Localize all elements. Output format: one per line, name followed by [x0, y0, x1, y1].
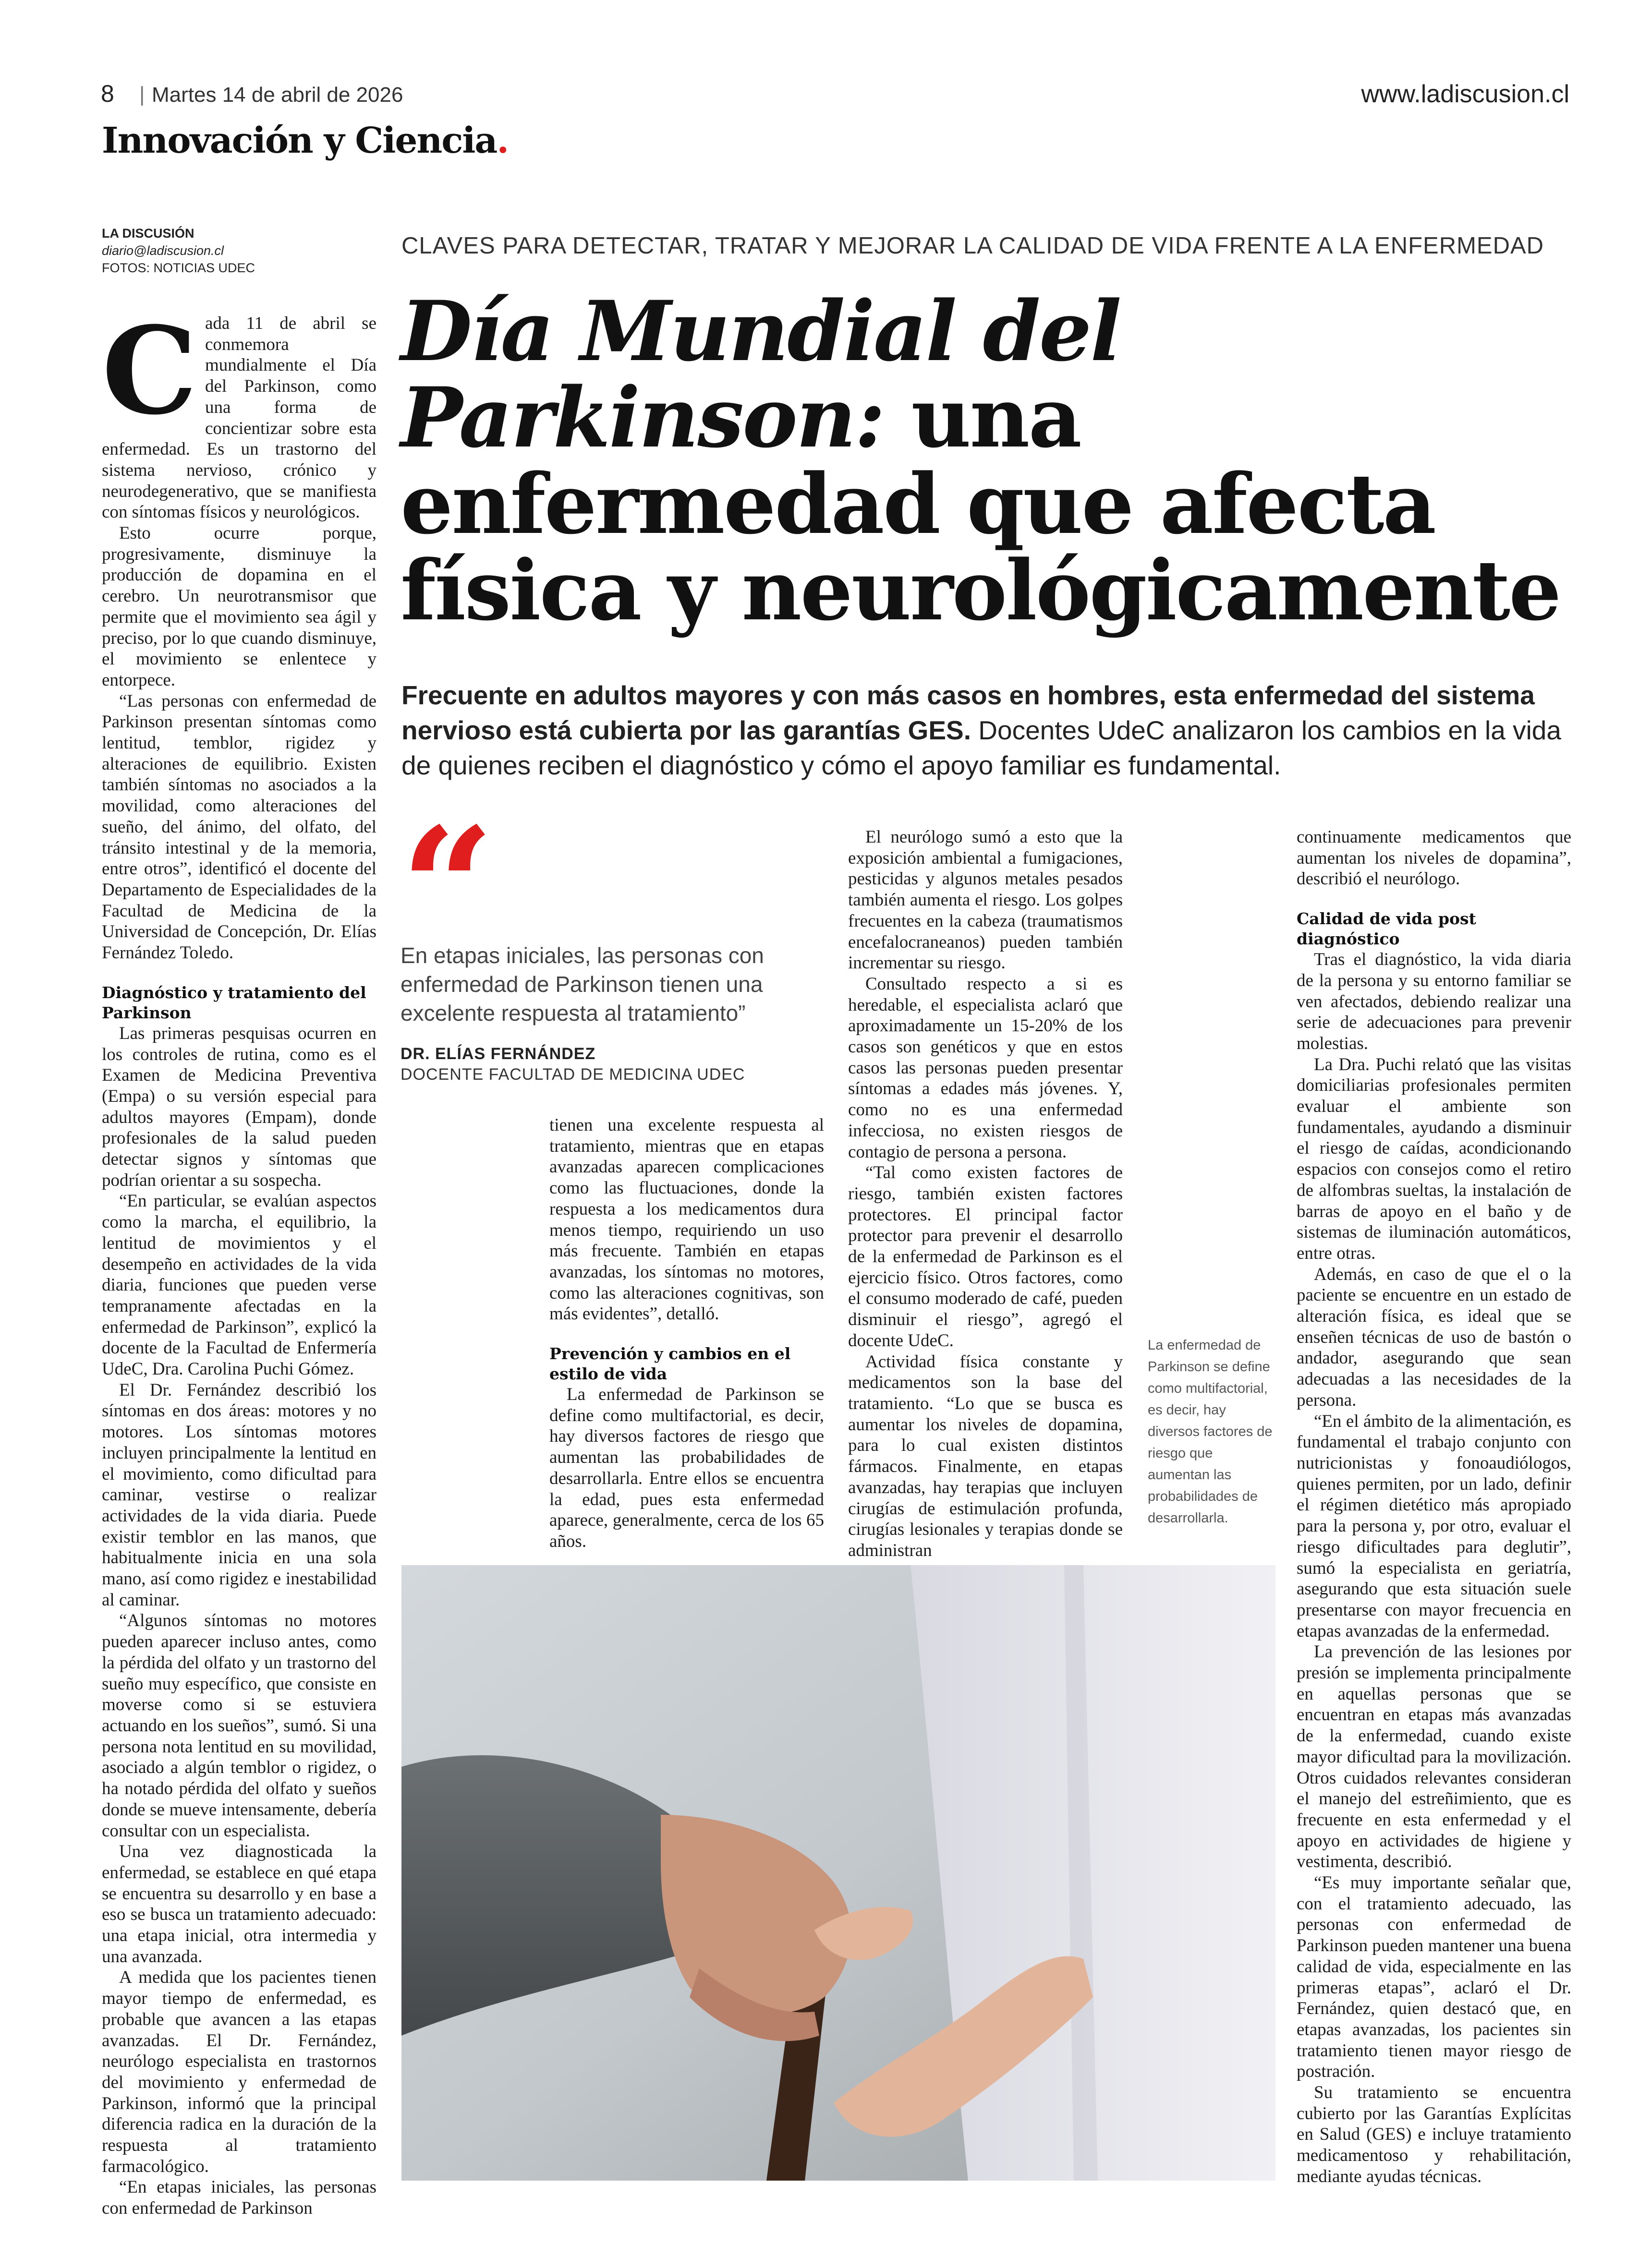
headline	[401, 282, 1572, 639]
col3-paragraph-2: Consultado respecto a si es heredable, el especialista aclaró que aproximadamente un 15-20% de los casos son genéticos y que en estos casos las personas pueden presentar síntomas a edades más jóvenes. Y, como no es una enfermedad infecciosa, no existen riesgos de contagio de persona a persona.	[848, 974, 1123, 1162]
headline-una: una	[884, 369, 1081, 466]
section-title	[102, 120, 508, 161]
byline-outlet: LA DISCUSIÓN	[102, 226, 194, 241]
page-number: 8	[101, 80, 114, 107]
col1-paragraph-3: “Las personas con enfermedad de Parkinson presentan síntomas como lentitud, temblor, rigidez y alteraciones de equilibrio. Existen también síntomas no asociados a la movilidad, como alteraciones del sueño, del ánimo, del olfato, del tránsito intestinal y de la memoria, entre otros”, identificó el docente del Departamento de Especialidades de la Facultad de Medicina de la Universidad de Concepción, Dr. Elías Fernández Toledo.	[102, 691, 376, 963]
header-separator: |	[139, 83, 145, 106]
col3-paragraph-3: “Tal como existen factores de riesgo, también existen factores protectores. El principal factor protector para prevenir el desarrollo de la enfermedad de Parkinson es el ejercicio físico. Otros factores, como el consumo moderado de café, pueden disminuir el riesgo”, agregó el docente UdeC.	[848, 1163, 1123, 1351]
headline-line-4: física y neurológicamente	[401, 542, 1560, 639]
col4-paragraph-4: Además, en caso de que el o la paciente se encuentre en un estado de alteración física, es ideal que se enseñen técnicas de uso de bastón o andador, asegurando que sean adecuadas a las necesidades de la persona.	[1297, 1264, 1571, 1410]
deck-bold: Frecuente en adultos mayores y con más casos en hombres, esta enfermedad del sistema nervioso está cubierta por las garantías GES.	[401, 680, 1535, 745]
col4-paragraph-3: La Dra. Puchi relató que las visitas domiciliarias profesionales permiten evaluar el ambiente son fundamentales, ayudando a disminuir el riesgo de caídas, acondicionando espacios con consejos como el retiro de alfombras sueltas, la instalación de barras de apoyo en el baño y de sistemas de iluminación automáticos, entre otras.	[1297, 1054, 1571, 1263]
headline-line-2	[401, 369, 1572, 466]
col2-subheading: Prevención y cambios en el estilo de vida	[549, 1344, 791, 1384]
col4-paragraph-1: continuamente medicamentos que aumentan los niveles de dopamina”, describió el neurólogo.	[1297, 827, 1571, 889]
headline-line-3: enfermedad que afecta	[401, 455, 1435, 553]
headline-parkinson: Parkinson:	[401, 369, 884, 466]
col1-paragraph-9: A medida que los pacientes tienen mayor tiempo de enfermedad, es probable que avancen a las etapas avanzadas. El Dr. Fernández, neurólogo especialista en trastornos del movimiento y enfermedad de Parkinson, informó que la principal diferencia radica en la duración de la respuesta al tratamiento farmacológico.	[102, 1967, 376, 2176]
byline-email[interactable]: diario@ladiscusion.cl	[102, 243, 224, 258]
col4-paragraph-6: La prevención de las lesiones por presión se implementa principalmente en aquellas personas que se encuentran en etapas más avanzadas de la enfermedad, cuando existe mayor dificultad para la movilización. Otros cuidados relevantes consideran el manejo del estreñimiento, que es frecuente en esta enfermedad y el apoyo en actividades de higiene y vestimenta, describió.	[1297, 1642, 1571, 1872]
column-4	[1297, 827, 1571, 2187]
pull-quote-text: En etapas iniciales, las personas con enfermedad de Parkinson tienen una excelente respuesta al tratamiento”	[401, 943, 764, 1025]
column-1	[102, 300, 376, 2219]
pull-quote-name: DR. ELÍAS FERNÁNDEZ	[401, 1045, 596, 1063]
col4-paragraph-8: Su tratamiento se encuentra cubierto por las Garantías Explícitas en Salud (GES) e incluye tratamiento medicamentoso y rehabilitación, mediante ayudas técnicas.	[1297, 2083, 1571, 2186]
photo-hands-illustration	[401, 1565, 1275, 2181]
website-link[interactable]: www.ladiscusion.cl	[1361, 80, 1569, 108]
col1-paragraph-6: El Dr. Fernández describió los síntomas en dos áreas: motores y no motores. Los síntomas motores incluyen principalmente la lentitud en el movimiento, como dificultad para caminar, vestirse o realizar actividades de la vida diaria. Puede existir temblor en las manos, que habitualmente inicia en una sola mano, así como rigidez e inestabilidad al caminar.	[102, 1380, 376, 1610]
col2-paragraph-2: La enfermedad de Parkinson se define como multifactorial, es decir, hay diversos factores de riesgo que aumentan las probabilidades de desarrollarla. Entre ellos se encuentra la edad, pues esta enfermedad aparece, generalmente, cerca de los 65 años.	[549, 1385, 824, 1551]
deck	[401, 678, 1573, 783]
dropcap: C	[102, 300, 197, 441]
kicker: CLAVES PARA DETECTAR, TRATAR Y MEJORAR LA CALIDAD DE VIDA FRENTE A LA ENFERMEDAD	[401, 233, 1544, 259]
col3-paragraph-4: Actividad física constante y medicamentos son la base del tratamiento. “Lo que se busca es aumentar los niveles de dopamina, para lo cual existen distintos fármacos. Finalmente, en etapas avanzadas, hay terapias que incluyen cirugías de estimulación profunda, cirugías lesionales y terapias donde se administran	[848, 1351, 1123, 1560]
col4-paragraph-7: “Es muy importante señalar que, con el tratamiento adecuado, las personas con enfermedad de Parkinson pueden mantener una buena calidad de vida, especialmente en las primeras etapas”, aclaró el Dr. Fernández, quien destacó que, en etapas avanzadas, los pacientes sin tratamiento tienen mayor riesgo de postración.	[1297, 1873, 1571, 2082]
pull-quote	[401, 792, 794, 1084]
article-photo	[401, 1565, 1275, 2181]
col1-paragraph-2: Esto ocurre porque, progresivamente, disminuye la producción de dopamina en el cerebro. Un neurotransmisor que permite que el movimiento sea ágil y preciso, por lo que cuando disminuye, el movimiento se enlentece y entorpece.	[102, 523, 376, 690]
col1-paragraph-8: Una vez diagnosticada la enfermedad, se establece en qué etapa se encuentra su desarrollo y en base a eso se busca un tratamiento adecuado: una etapa inicial, otra intermedia y una avanzada.	[102, 1842, 376, 1966]
col1-paragraph-10: “En etapas iniciales, las personas con enfermedad de Parkinson	[102, 2177, 376, 2219]
col1-paragraph-1: ada 11 de abril se conmemora mundialmente el Día del Parkinson, como una forma de concientizar sobre esta enfermedad. Es un trastorno del sistema nervioso, crónico y neurodegenerativo, que se manifiesta con síntomas físicos y neurológicos.	[102, 314, 376, 522]
quote-mark-icon: “	[401, 792, 495, 984]
col4-paragraph-2: Tras el diagnóstico, la vida diaria de la persona y su entorno familiar se ven afectados, debiendo realizar una serie de adecuaciones para prevenir molestias.	[1297, 950, 1571, 1053]
section-dot: .	[497, 120, 509, 161]
col4-paragraph-5: “En el ámbito de la alimentación, es fundamental el trabajo conjunto con nutricionistas y fonoaudiólogos, quienes permiten, por un lado, definir el régimen dietético más apropiado para la persona y, por otro, evaluar el riesgo dificultades para deglutir”, sumó la especialista en geriatría, asegurando que esta situación suele presentarse con mayor frecuencia en etapas avanzadas de la enfermedad.	[1297, 1411, 1571, 1641]
col1-subheading: Diagnóstico y tratamiento del Parkinson	[102, 983, 366, 1022]
col2-paragraph-1: tienen una excelente respuesta al tratamiento, mientras que en etapas avanzadas aparecen complicaciones como las fluctuaciones, donde la respuesta a los medicamentos dura menos tiempo, requiriendo un uso más frecuente. También en etapas avanzadas, los síntomas no motores, como las alteraciones cognitivas, son más evidentes”, detalló.	[549, 1115, 824, 1324]
headline-line-1: Día Mundial del	[401, 282, 1120, 380]
photo-caption: La enfermedad de Parkinson se define como multifactorial, es decir, hay diversos factores de riesgo que aumentan las probabilidades de desarrollarla.	[1148, 1338, 1273, 1526]
column-3	[848, 827, 1123, 1561]
col1-paragraph-5: “En particular, se evalúan aspectos como la marcha, el equilibrio, la lentitud de movimientos y el desempeño en actividades de la vida diaria, funciones que pueden verse tempranamente afectadas en la enfermedad de Parkinson”, explicó la docente de la Facultad de Enfermería UdeC, Dra. Carolina Puchi Gómez.	[102, 1191, 376, 1379]
byline-photos: FOTOS: NOTICIAS UDEC	[102, 261, 255, 275]
column-2	[549, 1115, 824, 1552]
col1-paragraph-7: “Algunos síntomas no motores pueden aparecer incluso antes, como la pérdida del olfato y un trastorno del sueño muy específico, que consiste en moverse como si se estuviera actuando en los sueños”, sumó. Si una persona nota lentitud en su movilidad, asociado a algún temblor o rigidez, o ha notado pérdida del olfato y sueños donde se mueve intensamente, debería consultar con un especialista.	[102, 1611, 376, 1841]
col1-paragraph-4: Las primeras pesquisas ocurren en los controles de rutina, como es el Examen de Medicina Preventiva (Empa) o su versión especial para adultos mayores (Empam), donde profesionales de la salud pueden detectar signos y síntomas que podrían orientar a su sospecha.	[102, 1023, 376, 1190]
issue-date: Martes 14 de abril de 2026	[152, 83, 403, 107]
pull-quote-role: DOCENTE FACULTAD DE MEDICINA UDEC	[401, 1065, 745, 1084]
col3-paragraph-1: El neurólogo sumó a esto que la exposición ambiental a fumigaciones, pesticidas y algunos metales pesados también aumenta el riesgo. Los golpes frecuentes en la cabeza (traumatismos encefalocraneanos) pueden también incrementar su riesgo.	[848, 827, 1123, 973]
byline	[102, 225, 371, 277]
col4-subheading: Calidad de vida post diagnóstico	[1297, 909, 1476, 949]
deck-regular: Docentes UdeC analizaron los cambios en la vida de quienes reciben el diagnóstico y cómo el apoyo familiar es fundamental.	[401, 715, 1561, 780]
section-name: Innovación y Ciencia	[102, 120, 497, 161]
